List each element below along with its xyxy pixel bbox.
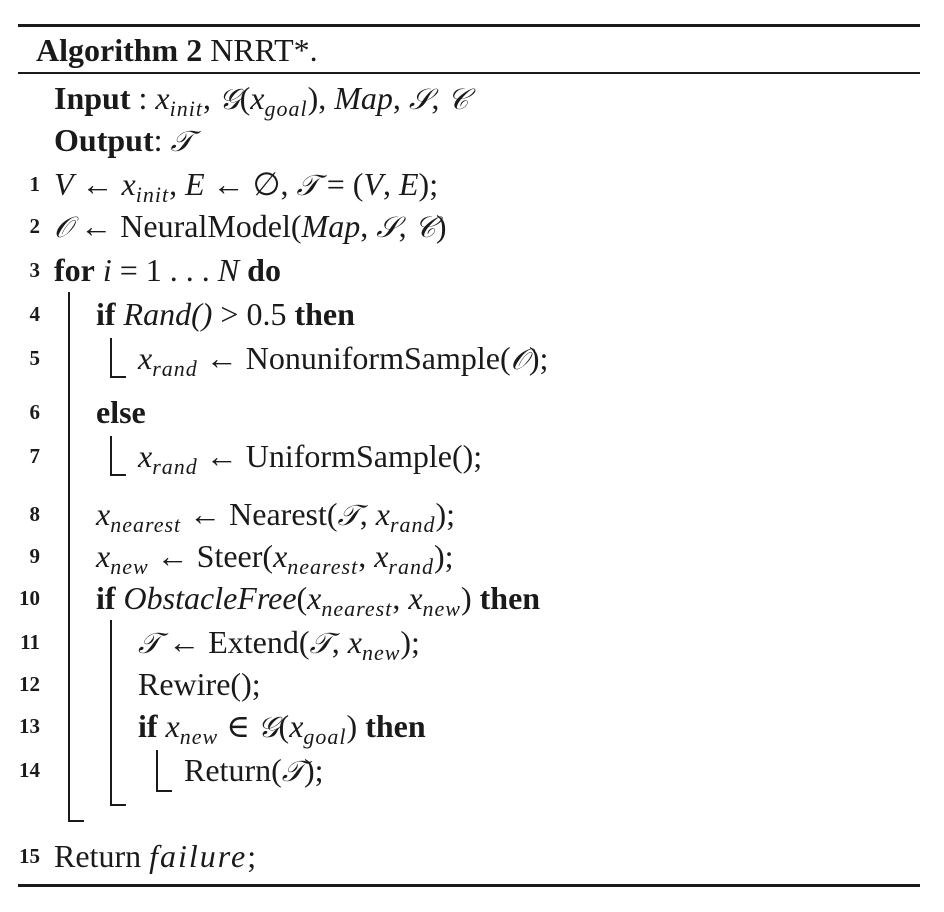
line-number: 5 <box>29 346 40 370</box>
for-block-end <box>68 820 84 822</box>
input-label: Input <box>54 80 131 116</box>
line-number: 9 <box>29 544 40 568</box>
title-rule <box>18 72 920 74</box>
else-block-bar <box>110 436 112 476</box>
line-number: 10 <box>19 586 40 610</box>
line-number: 1 <box>29 172 40 196</box>
line-number: 11 <box>20 630 40 654</box>
if-block-end <box>110 376 126 378</box>
if-goal-block-end <box>156 790 172 792</box>
output-label: Output <box>54 122 154 158</box>
algorithm-label: Algorithm 2 <box>36 32 203 68</box>
if-goal-block-bar <box>156 750 158 792</box>
line-number: 12 <box>19 672 40 696</box>
line-number: 8 <box>29 502 40 526</box>
bottom-rule <box>18 884 920 887</box>
line-number: 15 <box>19 844 40 868</box>
if-obstacle-block-bar <box>110 620 112 806</box>
line-number: 13 <box>19 714 40 738</box>
line-number: 2 <box>29 214 40 238</box>
top-rule <box>18 24 920 27</box>
algorithm-title <box>36 28 318 72</box>
line-number: 4 <box>29 302 40 326</box>
line-number: 7 <box>29 444 40 468</box>
for-block-bar <box>68 292 70 822</box>
line-number: 6 <box>29 400 40 424</box>
else-block-end <box>110 474 126 476</box>
if-block-bar <box>110 338 112 378</box>
line-number: 14 <box>19 758 40 782</box>
algorithm-name: NRRT*. <box>210 32 318 68</box>
if-obstacle-block-end <box>110 804 126 806</box>
line-number: 3 <box>29 258 40 282</box>
